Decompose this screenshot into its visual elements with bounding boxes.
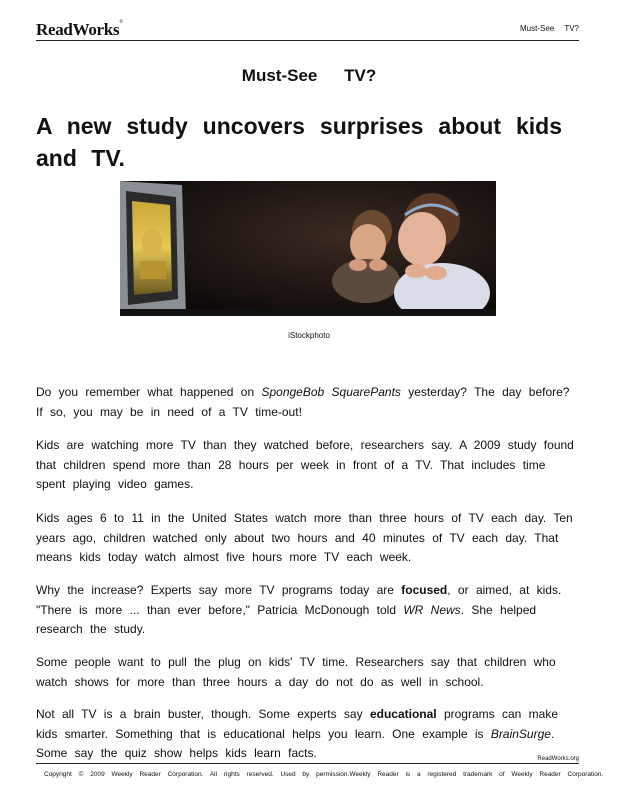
header-title: Must-See TV? [520, 24, 579, 33]
text-run: . She helped research the study. [36, 602, 537, 636]
article-subtitle: A new study uncovers surprises about kids and TV. [36, 113, 562, 171]
article-photo [120, 181, 496, 316]
logo-mark: ® [119, 20, 123, 25]
paragraph-4 [36, 581, 578, 640]
publication-title: WR News [403, 602, 461, 617]
paragraph-3: Kids ages 6 to 11 in the United States watch more than three hours of TV each day. Ten years ago, children watched only about two hours and 40 minutes of TV each day. That means kids today watch almost five hours more TV each week. [36, 511, 573, 564]
vocab-word: focused [401, 583, 448, 597]
footer-site: ReadWorks.org [537, 756, 579, 762]
paragraph-5: Some people want to pull the plug on kids' TV time. Researchers say that children who watch shows for more than three hours a day do not do as well in school. [36, 655, 556, 689]
kids-watching-tv-illustration [120, 181, 496, 316]
text-run: Do you remember what happened on [36, 385, 262, 399]
text-run: Not all TV is a brain buster, though. Some experts say [36, 707, 370, 721]
text-run: . Some say the quiz show helps kids learn facts. [36, 726, 555, 760]
photo-caption: iStockphoto [288, 331, 330, 340]
page-header [36, 18, 579, 41]
paragraph-2: Kids are watching more TV than they watched before, researchers say. A 2009 study found that children spend more than 28 hours per week in front of a TV. That includes time spent playing video games. [36, 438, 574, 491]
text-run: programs can make kids smarter. Something that is educational helps you learn. One example is [36, 707, 559, 741]
footer-copyright: Copyright © 2009 Weekly Reader Corporation. All rights reserved. Used by permission.Weekly Reader is a registered trademark of Weekly Reader Corporation. [44, 771, 604, 778]
readworks-logo [36, 20, 123, 40]
paragraph-6 [36, 705, 578, 764]
logo-text: ReadWorks [36, 20, 120, 39]
paragraph-1 [36, 383, 578, 422]
article-title: Must-See TV? [241, 66, 377, 85]
vocab-word: educational [369, 707, 437, 721]
text-run: , or aimed, at kids. "There is more ... than ever before," Patricia McDonough told [36, 583, 562, 617]
text-run: yesterday? The day before? If so, you may be in need of a TV time-out! [36, 385, 570, 419]
show-title: SpongeBob SquarePants [261, 385, 401, 399]
show-title: BrainSurge [490, 726, 551, 741]
text-run: Why the increase? Experts say more TV programs today are [36, 583, 402, 597]
footer-divider [36, 763, 579, 764]
